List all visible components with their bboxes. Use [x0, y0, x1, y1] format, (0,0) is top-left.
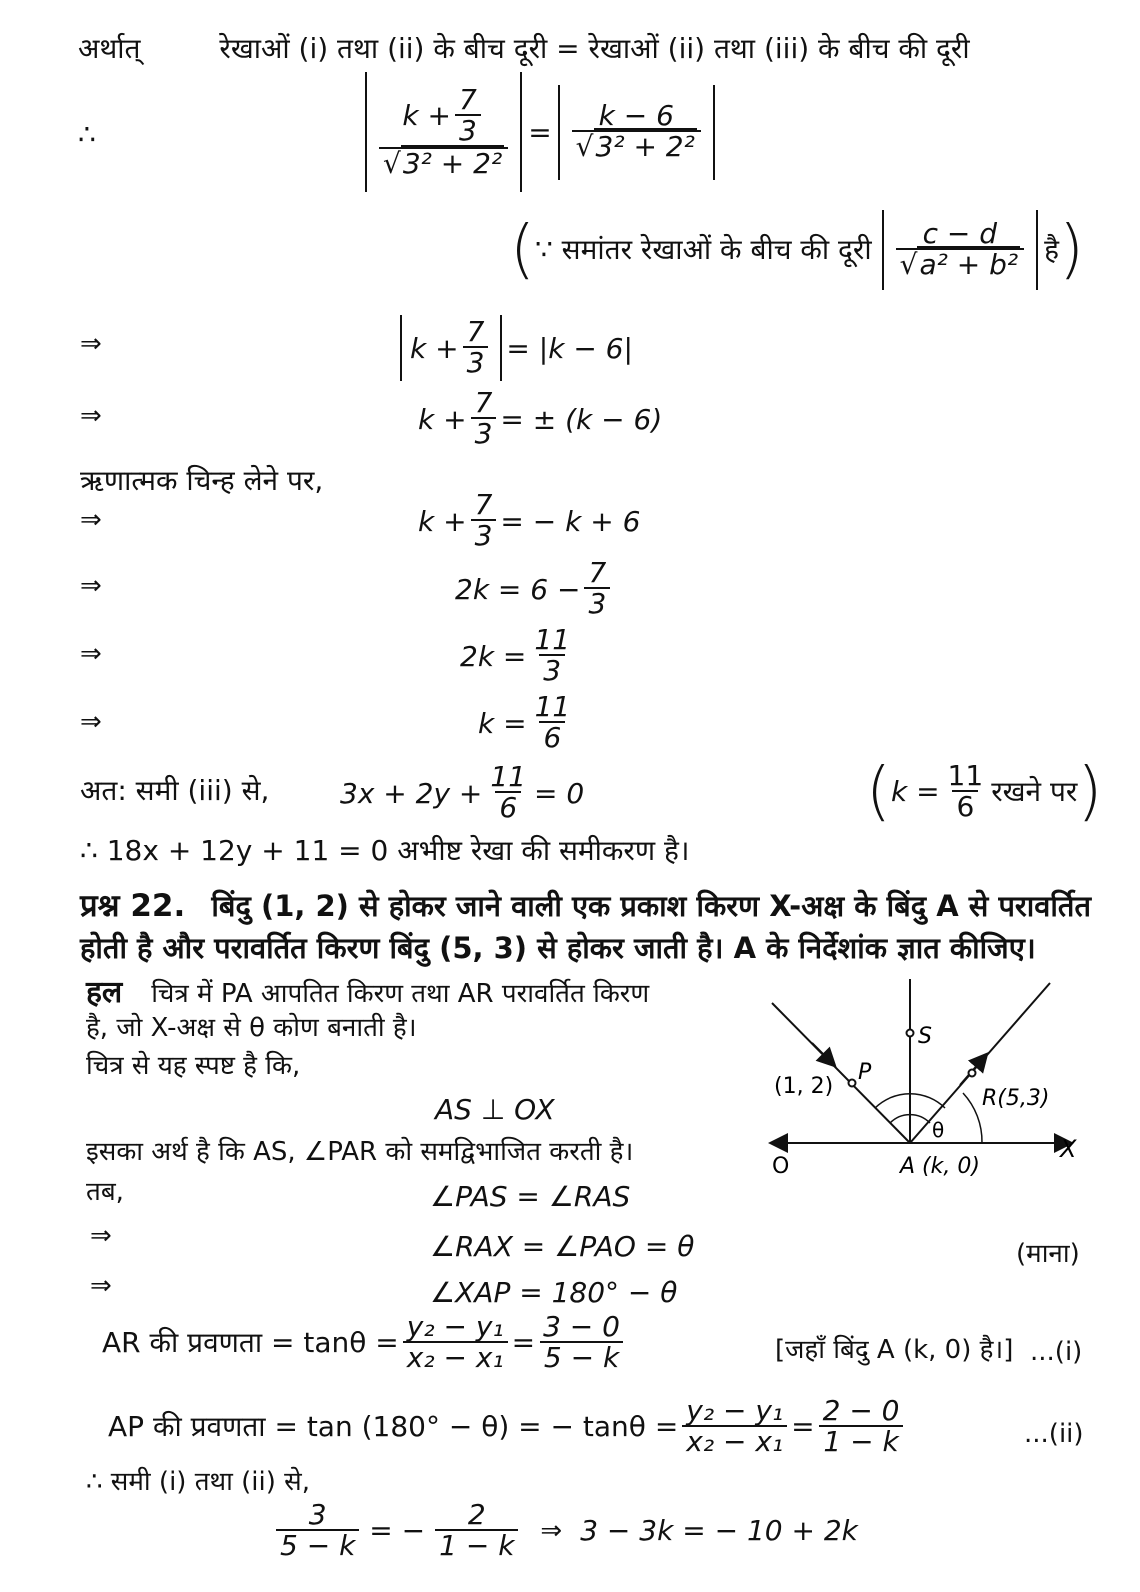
solution-line-1: हल चित्र में PA आपतित किरण तथा AR परावर्तित किरण: [86, 975, 650, 1010]
equation-6: 2k = $\frac{11}{3}$: [460, 623, 571, 688]
ref-ii: ...(ii): [1024, 1419, 1084, 1449]
statement: रेखाओं (i) तथा (ii) के बीच दूरी = रेखाओं (ii) तथा (iii) के बीच की दूरी: [219, 32, 970, 65]
final-equation: $\frac{3}{5 - k}$ = − $\frac{2}{1 - k}$ ⇒ 3 − 3k = − 10 + 2k: [272, 1500, 858, 1562]
note-put-k: ( k = $\frac{11}{6}$ रखने पर ): [866, 755, 1103, 829]
label-X: X: [1060, 1135, 1077, 1163]
tab-label: तब,: [86, 1177, 124, 1207]
implies-arrow: ⇒: [80, 707, 102, 737]
theta-arc: [963, 1093, 982, 1143]
solution-line-3: चित्र से यह स्पष्ट है कि,: [86, 1051, 301, 1081]
solution-label: हल: [86, 975, 123, 1010]
point-S: [907, 1030, 914, 1037]
implies-arrow: ⇒: [80, 571, 102, 601]
label-R: R(5,3): [982, 1086, 1050, 1111]
label-1-2: (1, 2): [774, 1074, 834, 1099]
ref-i: ...(i): [1030, 1337, 1083, 1367]
point-R: [969, 1070, 976, 1077]
incident-ray: [772, 1003, 910, 1143]
from-eq-iii-label: अत: समी (iii) से,: [80, 774, 270, 807]
text-line-1: [78, 34, 970, 65]
equation-2: k + $\frac{7}{3}$ = |k − 6|: [400, 315, 633, 381]
reflection-diagram: [760, 975, 1090, 1185]
from-eqs-label: ∴ समी (i) तथा (ii) से,: [86, 1467, 310, 1497]
equation-1: k + $\frac{7}{3}$ √3² + 2² = $\frac{k - 6}{\text{√3² + 2²}}$: [365, 72, 715, 192]
therefore-symbol: ∴: [78, 118, 96, 151]
equation-4: k + $\frac{7}{3}$ = − k + 6: [418, 488, 641, 553]
implies-arrow: ⇒: [80, 329, 102, 359]
slope-AR-equation: AR की प्रवणता = tanθ = $\frac{\text{y₂ − y₁}}{\text{x₂ − x₁}}$ = $\frac{3 - 0}{5 - k}$: [102, 1312, 628, 1374]
note-parallel-distance: ( ∵ समांतर रेखाओं के बीच की दूरी $\frac{c - d}{\text{√a² + b²}}$ है ): [510, 210, 1084, 290]
label-arthat: अर्थात्: [78, 32, 141, 65]
angle-eq-2: ∠RAX = ∠PAO = θ: [430, 1230, 695, 1263]
slope-AR-note: [जहाँ बिंदु A (k, 0) है।]: [775, 1335, 1014, 1365]
negative-sign-text: ऋणात्मक चिन्ह लेने पर,: [80, 464, 324, 497]
assume-label: (माना): [1016, 1239, 1080, 1269]
angle-eq-3: ∠XAP = 180° − θ: [430, 1276, 678, 1309]
implies-arrow: ⇒: [90, 1271, 112, 1301]
slope-AP-equation: AP की प्रवणता = tan (180° − θ) = − tanθ = $\frac{\text{y₂ − y₁}}{\text{x₂ − x₁}}$ = $\frac{2 - 0}{1 - k}$: [108, 1396, 908, 1458]
perpendicular-statement: AS ⊥ OX: [435, 1093, 555, 1126]
implies-arrow: ⇒: [90, 1221, 112, 1251]
point-P: [849, 1080, 856, 1087]
solution-line-4: इसका अर्थ है कि AS, ∠PAR को समद्विभाजित करती है।: [86, 1137, 634, 1167]
implies-arrow: ⇒: [80, 639, 102, 669]
implies-arrow: ⇒: [80, 401, 102, 431]
label-P: P: [858, 1060, 872, 1085]
equation-5: 2k = 6 − $\frac{7}{3}$: [455, 558, 614, 620]
question-22-line-1: प्रश्न 22. बिंदु (1, 2) से होकर जाने वाली एक प्रकाश किरण X-अक्ष के बिंदु A से परावर्तित: [80, 888, 1091, 924]
implies-arrow: ⇒: [80, 505, 102, 535]
equation-8: 3x + 2y + $\frac{11}{6}$ = 0: [340, 760, 585, 825]
angle-eq-1: ∠PAS = ∠RAS: [430, 1180, 631, 1213]
equation-3: k + $\frac{7}{3}$ = ± (k − 6): [418, 386, 663, 451]
label-A: A (k, 0): [900, 1154, 980, 1179]
label-S: S: [918, 1024, 932, 1049]
question-label: प्रश्न 22.: [80, 888, 186, 924]
question-22-line-2: होती है और परावर्तित किरण बिंदु (5, 3) से होकर जाती है। A के निर्देशांक ज्ञात कीजिए।: [80, 931, 1036, 965]
solution-line-2: है, जो X-अक्ष से θ कोण बनाती है।: [86, 1013, 417, 1043]
label-O: O: [772, 1154, 790, 1179]
incident-arrow: [812, 1043, 834, 1065]
equation-7: k = $\frac{11}{6}$: [478, 690, 571, 755]
result-line: ∴ 18x + 12y + 11 = 0 अभीष्ट रेखा की समीकरण है।: [80, 834, 690, 867]
label-theta: θ: [932, 1118, 945, 1142]
